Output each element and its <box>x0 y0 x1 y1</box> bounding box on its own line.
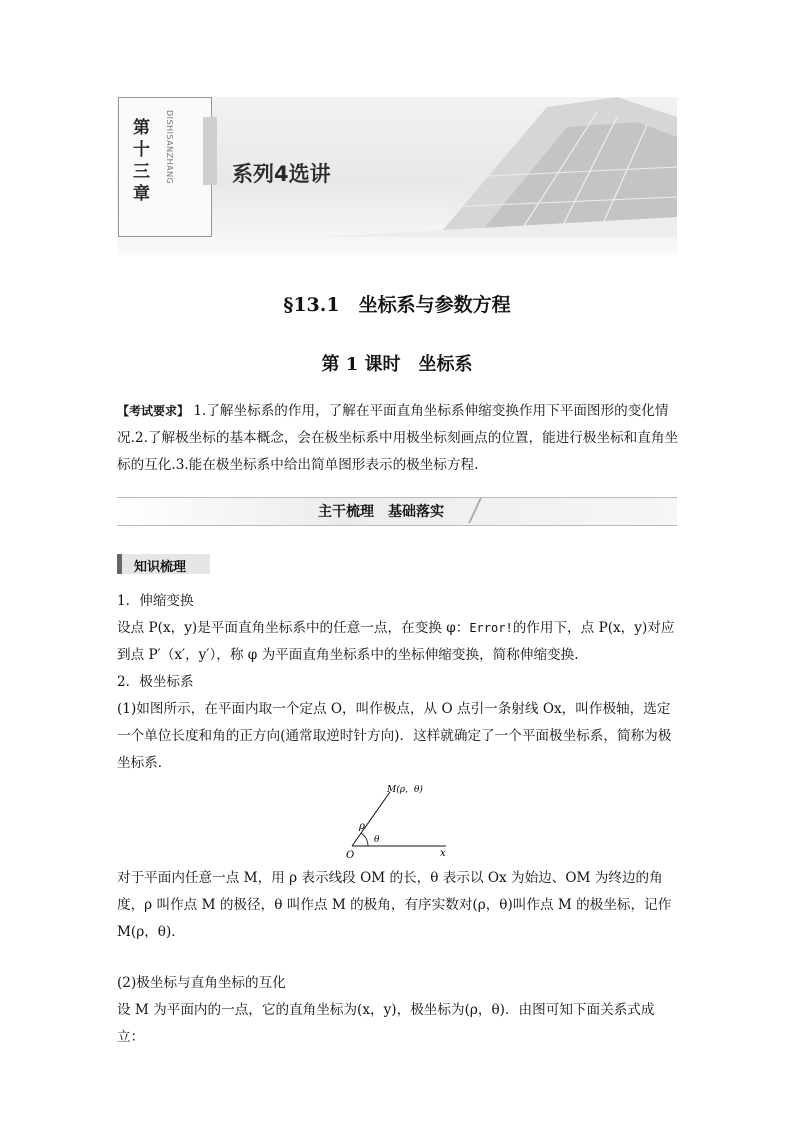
item2-paragraph-2: 对于平面内任意一点 M，用 ρ 表示线段 OM 的长，θ 表示以 Ox 为始边、OM 为终边的角度，ρ 叫作点 M 的极径，θ 叫作点 M 的极角，有序实数对(ρ，θ)叫作点 M 的极坐标，记作 M(ρ，θ)． <box>117 870 672 940</box>
band-title: 主干梳理 基础落实 <box>318 504 444 520</box>
chapter-pinyin: DISHISANZHANG <box>165 110 174 185</box>
item1-paragraph <box>117 615 680 669</box>
origin-label: O <box>346 850 355 861</box>
theta-label: θ <box>374 835 380 845</box>
section-title: §13.1 坐标系与参数方程 <box>283 294 511 316</box>
axis-label: x <box>440 848 446 859</box>
error-text: Error! <box>469 621 513 635</box>
polar-diagram <box>340 778 460 862</box>
point-label: M(ρ，θ) <box>387 785 423 795</box>
angle-arc <box>361 833 368 846</box>
requirements-tag: 【考试要求】 <box>117 404 190 418</box>
item1-text-post: 的作用下，点 P(x，y)对应到点 P′（x′，y′），称 φ 为平面直角坐标系中的坐标伸缩变换，简称伸缩变换. <box>117 620 675 663</box>
item1-heading: 1．伸缩变换 <box>117 593 194 609</box>
radius-line <box>352 792 390 846</box>
item2-heading: 2．极坐标系 <box>117 674 194 690</box>
knowledge-tag: 知识梳理 <box>134 560 187 575</box>
item1-text-pre: 设点 P(x，y)是平面直角坐标系中的任意一点，在变换 φ： <box>117 620 470 636</box>
exam-requirements <box>117 398 680 479</box>
requirements-text: 1.了解坐标系的作用，了解在平面直角坐标系伸缩变换作用下平面图形的变化情况.2.了解极坐标的基本概念，会在极坐标系中用极坐标刻画点的位置，能进行极坐标和直角坐标的互化.3.能在极坐标系中给出简单图形表示的极坐标方程. <box>117 403 679 473</box>
series-title: 系列4选讲 <box>232 162 331 186</box>
item2-subheading: (2)极坐标与直角坐标的互化 <box>117 975 286 991</box>
lesson-title: 第 1 课时 坐标系 <box>321 354 473 375</box>
item2-paragraph-3: 设 M 为平面内的一点，它的直角坐标为(x，y)，极坐标为(ρ，θ)．由图可知下面关系式成立： <box>117 1002 655 1045</box>
building-graphic <box>317 97 677 237</box>
accent-bar <box>203 117 217 185</box>
rho-label: ρ <box>359 821 365 832</box>
chapter-label: 第十三章 <box>133 118 150 204</box>
item2-paragraph-1: (1)如图所示，在平面内取一个定点 O，叫作极点，从 O 点引一条射线 Ox，叫作极轴，选定一个单位长度和角的正方向(通常取逆时针方向)．这样就确定了一个平面极坐标系，简称为极坐标系． <box>117 701 672 771</box>
